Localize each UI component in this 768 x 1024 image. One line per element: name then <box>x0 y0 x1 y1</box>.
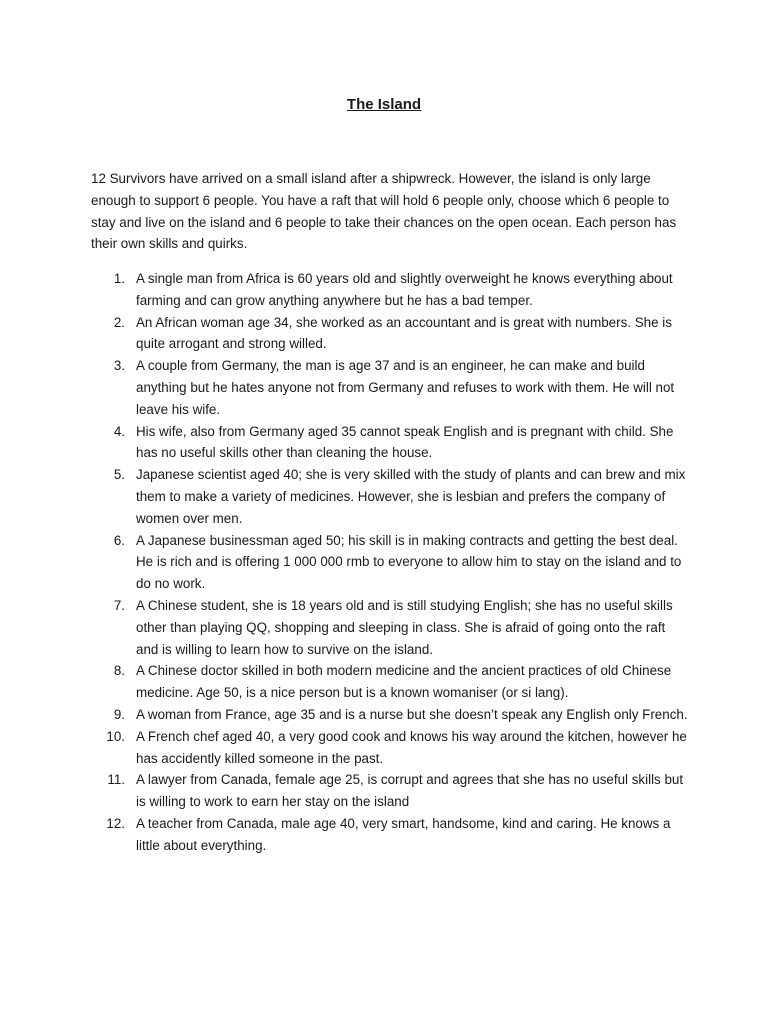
list-item <box>91 355 691 420</box>
list-item <box>91 595 691 660</box>
list-item <box>91 530 691 595</box>
list-item-number: 3. <box>113 358 125 374</box>
list-item-text: A Chinese student, she is 18 years old and is still studying English; she has no useful skills other than playing QQ, shopping and sleeping in class. She is afraid of going onto the raft and is willing to learn how to survive on the island. <box>136 597 673 657</box>
list-item-number: 5. <box>113 467 125 483</box>
list-item-text: An African woman age 34, she worked as an accountant and is great with numbers. She is quite arrogant and strong willed. <box>136 314 672 352</box>
list-item <box>91 660 691 704</box>
list-item-text: A Chinese doctor skilled in both modern medicine and the ancient practices of old Chinese medicine. Age 50, is a nice person but is a known womaniser (or si lang). <box>136 663 672 701</box>
list-item-text: A lawyer from Canada, female age 25, is corrupt and agrees that she has no useful skills but is willing to work to earn her stay on the island <box>136 772 684 810</box>
list-item-number: 10. <box>106 728 125 744</box>
list-item-number: 11. <box>107 772 125 788</box>
list-item-number: 1. <box>113 271 125 286</box>
list-item-number: 4. <box>113 423 125 439</box>
list-item <box>91 312 691 356</box>
list-item-number: 7. <box>113 597 125 613</box>
document-title: The Island <box>346 96 422 113</box>
list-item <box>91 268 691 312</box>
list-item-text: A teacher from Canada, male age 40, very smart, handsome, kind and caring. He knows a little about everything. <box>136 815 671 853</box>
list-item <box>91 464 691 529</box>
list-item <box>91 726 691 770</box>
list-item-text: A couple from Germany, the man is age 37 and is an engineer, he can make and build anything but he hates anyone not from Germany and refuses to work with them. He will not leave his wife. <box>136 358 675 417</box>
list-item-text: A Japanese businessman aged 50; his skill is in making contracts and getting the best deal. He is rich and is offering 1 000 000 rmb to everyone to allow him to stay on the island and to do no work. <box>136 532 682 592</box>
intro-paragraph: 12 Survivors have arrived on a small island after a shipwreck. However, the island is only large enough to support 6 people. You have a raft that will hold 6 people only, choose which 6 people to stay and live on the island and 6 people to take their chances on the open ocean. Each person has their own skills and quirks. <box>91 171 677 252</box>
list-item <box>91 421 691 465</box>
list-item-number: 12. <box>106 815 125 831</box>
list-item <box>91 813 691 857</box>
list-item-text: A single man from Africa is 60 years old and slightly overweight he knows everything about farming and can grow anything anywhere but he has a bad temper. <box>136 271 673 308</box>
list-item-number: 9. <box>113 706 125 722</box>
survivor-list <box>91 268 691 857</box>
list-item-text: A woman from France, age 35 and is a nurse but she doesn’t speak any English only French. <box>136 706 688 722</box>
list-item-number: 2. <box>113 314 125 330</box>
list-item <box>91 769 691 813</box>
list-item-text: His wife, also from Germany aged 35 cannot speak English and is pregnant with child. She has no useful skills other than cleaning the house. <box>136 423 674 461</box>
list-item-text: Japanese scientist aged 40; she is very skilled with the study of plants and can brew and mix them to make a variety of medicines. However, she is lesbian and prefers the company of women over men. <box>136 467 686 526</box>
list-item-text: A French chef aged 40, a very good cook and knows his way around the kitchen, however he has accidently killed someone in the past. <box>136 728 687 766</box>
list-item-number: 6. <box>113 532 125 548</box>
list-item-number: 8. <box>113 663 125 679</box>
list-item <box>91 704 691 726</box>
